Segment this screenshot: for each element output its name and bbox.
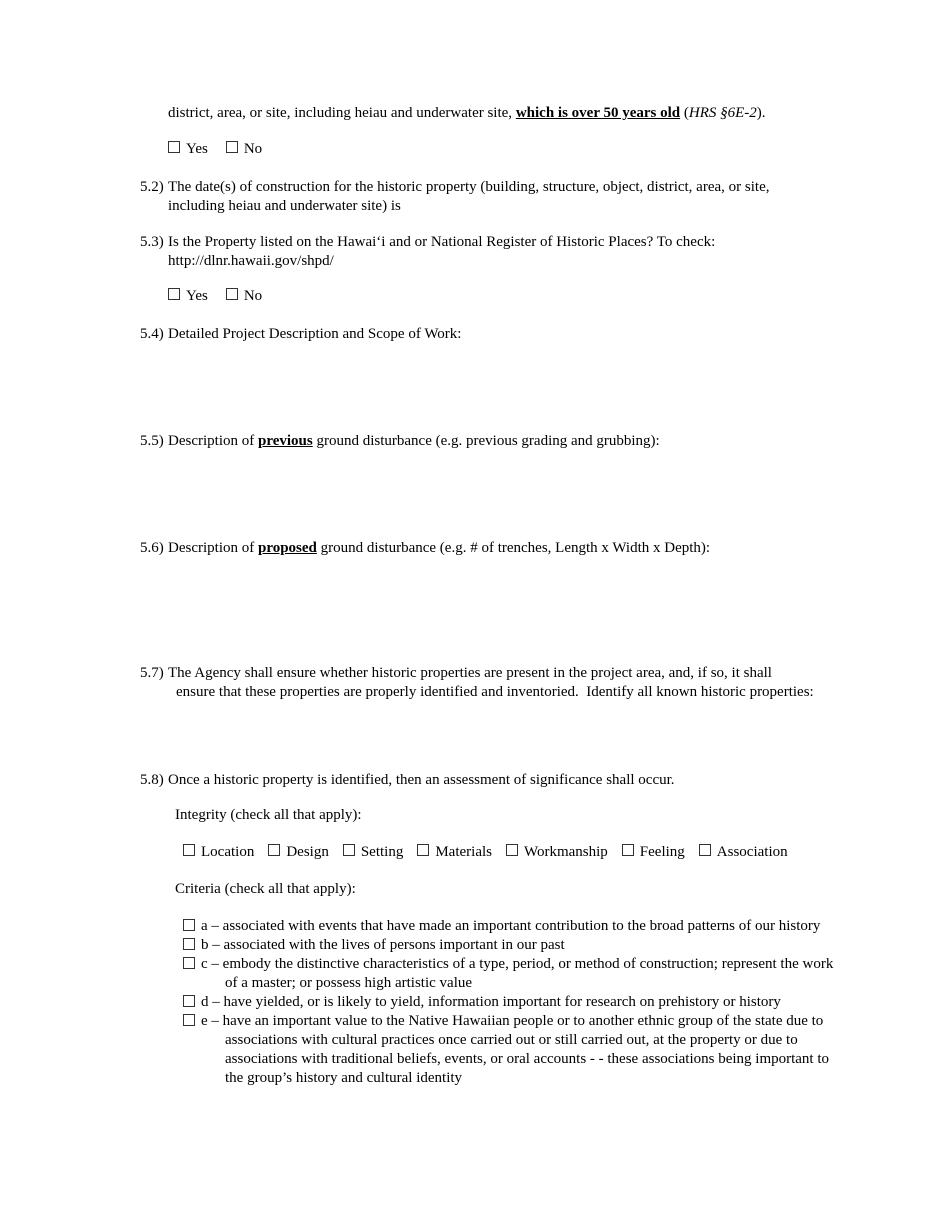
criterion-letter: e	[201, 1013, 208, 1029]
question-5-2	[140, 178, 845, 216]
criterion-c-checkbox-icon[interactable]	[183, 957, 195, 969]
hrs-citation: HRS §6E-2	[688, 105, 757, 121]
integrity-option-workmanship[interactable]	[506, 843, 608, 862]
question-number: 5.3)	[140, 234, 164, 250]
setting-checkbox-icon[interactable]	[343, 844, 355, 856]
no-label: No	[243, 288, 263, 304]
registry-url: http://dlnr.hawaii.gov/shpd/	[168, 253, 334, 269]
criterion-a	[183, 917, 845, 936]
yes-no-row-2	[168, 287, 845, 306]
option-label: Design	[286, 844, 329, 860]
option-label: Feeling	[639, 844, 685, 860]
question-5-5	[140, 432, 845, 451]
yes-label: Yes	[186, 141, 208, 157]
no-checkbox-icon[interactable]	[226, 141, 238, 153]
criterion-letter: b	[201, 937, 209, 953]
criteria-list	[183, 917, 845, 1088]
question-number: 5.6)	[140, 540, 164, 556]
paren-open-text: (	[680, 105, 689, 121]
criterion-b	[183, 936, 845, 955]
criterion-letter: c	[201, 956, 208, 972]
criteria-label: Criteria (check all that apply):	[175, 881, 356, 897]
integrity-option-design[interactable]	[268, 843, 329, 862]
option-label: Materials	[435, 844, 492, 860]
workmanship-checkbox-icon[interactable]	[506, 844, 518, 856]
question-5-6	[140, 539, 845, 558]
paren-close-text: ).	[756, 105, 766, 121]
answer-space-5-6[interactable]	[140, 558, 845, 664]
question-line: The Agency shall ensure whether historic properties are present in the project area, and, if so, it shall	[168, 665, 772, 681]
criterion-b-checkbox-icon[interactable]	[183, 938, 195, 950]
criterion-separator: –	[208, 994, 224, 1010]
answer-space-5-5[interactable]	[140, 451, 845, 539]
answer-space-5-4[interactable]	[140, 344, 845, 432]
question-text: Once a historic property is identified, then an assessment of significance shall occur.	[168, 772, 675, 788]
option-label: Workmanship	[524, 844, 608, 860]
question-line: Is the Property listed on the Hawaiʻi and or National Register of Historic Places? To check:	[168, 234, 716, 250]
criterion-c	[183, 955, 845, 993]
no-option[interactable]	[226, 287, 262, 306]
no-label: No	[243, 141, 263, 157]
criterion-a-checkbox-icon[interactable]	[183, 919, 195, 931]
criterion-e-checkbox-icon[interactable]	[183, 1014, 195, 1026]
criterion-letter: a	[201, 918, 208, 934]
criterion-separator: –	[207, 918, 223, 934]
criterion-text: have yielded, or is likely to yield, information important for research on prehistory or history	[223, 994, 781, 1010]
criterion-letter: d	[201, 994, 209, 1010]
materials-checkbox-icon[interactable]	[417, 844, 429, 856]
question-text	[168, 233, 845, 271]
integrity-option-materials[interactable]	[417, 843, 492, 862]
criterion-e	[183, 1012, 845, 1088]
option-label: Location	[201, 844, 255, 860]
feeling-checkbox-icon[interactable]	[622, 844, 634, 856]
question-number: 5.7)	[140, 665, 164, 681]
question-5-3	[140, 233, 845, 271]
option-label: Setting	[360, 844, 404, 860]
design-checkbox-icon[interactable]	[268, 844, 280, 856]
question-number: 5.8)	[140, 772, 164, 788]
criterion-separator: –	[208, 937, 224, 953]
yes-checkbox-icon[interactable]	[168, 141, 180, 153]
criterion-separator: –	[207, 1013, 223, 1029]
criterion-separator: –	[207, 956, 223, 972]
question-text-after: ground disturbance (e.g. previous grading and grubbing):	[312, 433, 660, 449]
question-5-7	[140, 664, 845, 702]
question-line: ensure that these properties are properly identified and inventoried. Identify all known historic properties:	[176, 684, 814, 700]
yes-option[interactable]	[168, 140, 208, 159]
integrity-label: Integrity (check all that apply):	[175, 807, 362, 823]
proposed-emphasis: proposed	[257, 540, 317, 556]
answer-space-5-7[interactable]	[140, 702, 845, 771]
no-option[interactable]	[226, 140, 262, 159]
question-text-before: Description of	[168, 540, 258, 556]
question-text-before: Description of	[168, 433, 258, 449]
yes-option[interactable]	[168, 287, 208, 306]
question-number: 5.4)	[140, 326, 164, 342]
criterion-text: associated with the lives of persons important in our past	[223, 937, 565, 953]
association-checkbox-icon[interactable]	[699, 844, 711, 856]
continuation-text: district, area, or site, including heiau and underwater site,	[168, 105, 516, 121]
question-5-8	[140, 771, 845, 790]
integrity-option-location[interactable]	[183, 843, 254, 862]
option-label: Association	[716, 844, 788, 860]
integrity-option-association[interactable]	[699, 843, 788, 862]
question-text	[168, 178, 845, 216]
question-text	[168, 432, 845, 451]
question-number: 5.2)	[140, 179, 164, 195]
criterion-d-checkbox-icon[interactable]	[183, 995, 195, 1007]
question-line: including heiau and underwater site) is	[168, 198, 401, 214]
criterion-d	[183, 993, 845, 1012]
integrity-option-setting[interactable]	[343, 843, 404, 862]
question-number: 5.5)	[140, 433, 164, 449]
yes-no-row-1	[168, 140, 845, 159]
yes-checkbox-icon[interactable]	[168, 288, 180, 300]
integrity-options-row	[183, 843, 845, 862]
integrity-option-feeling[interactable]	[622, 843, 685, 862]
question-5-4	[140, 325, 845, 344]
criterion-text: associated with events that have made an important contribution to the broad patterns of our history	[222, 918, 821, 934]
question-text	[168, 539, 845, 558]
question-5-1-continuation	[168, 104, 845, 123]
criterion-text: embody the distinctive characteristics of a type, period, or method of construction; represent the work of a master; or possess high artistic value	[222, 956, 838, 991]
criterion-text: have an important value to the Native Hawaiian people or to another ethnic group of the state due to associations with cultural practices once carried out or still carried out, at the property or due to associations with traditional beliefs, events, or oral accounts - - these associations being important to the group’s history and cultural identity	[222, 1013, 833, 1086]
over-50-years-emphasis: which is over 50 years old	[515, 105, 681, 121]
no-checkbox-icon[interactable]	[226, 288, 238, 300]
question-text	[168, 664, 845, 702]
question-text: Detailed Project Description and Scope of Work:	[168, 326, 462, 342]
question-line: The date(s) of construction for the historic property (building, structure, object, district, area, or site,	[168, 179, 770, 195]
question-text-after: ground disturbance (e.g. # of trenches, Length x Width x Depth):	[316, 540, 711, 556]
location-checkbox-icon[interactable]	[183, 844, 195, 856]
yes-label: Yes	[186, 288, 208, 304]
previous-emphasis: previous	[257, 433, 313, 449]
